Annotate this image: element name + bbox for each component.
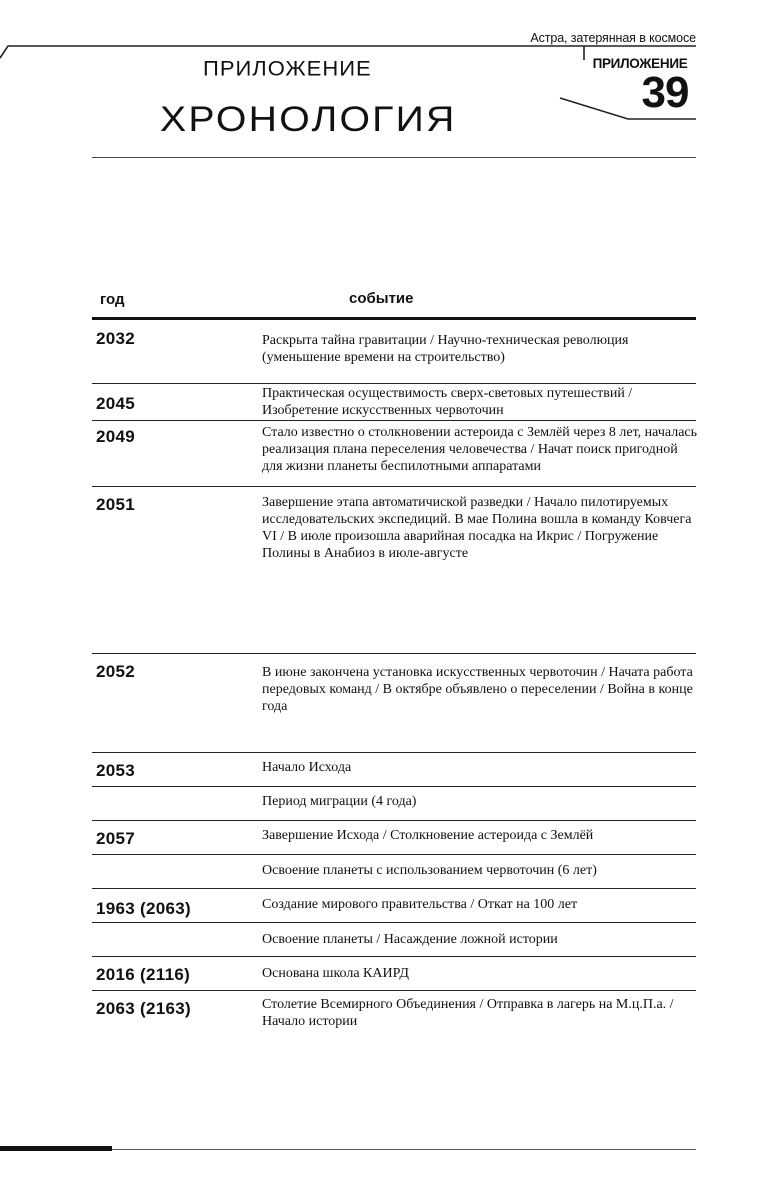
- table-row-event: В июне закончена установка искусственных червоточин / Начата работа передовых команд / В октябре объявлено о переселении / Война в конце года: [262, 665, 693, 714]
- table-row-year: 2053: [96, 761, 136, 780]
- table-row-year: 2045: [96, 394, 136, 413]
- table-row-divider: [92, 653, 696, 654]
- table-row-event: Стало известно о столкновении астероида с Землёй через 8 лет, началась реализация плана переселения человечества / Начат поиск пригодной для жизни планеты беспилотными аппаратами: [262, 425, 698, 474]
- table-row-divider: [92, 922, 696, 923]
- table-row-divider: [92, 752, 696, 753]
- table-row-event: Завершение этапа автоматичиской разведки / Начало пилотируемых исследовательских экспедиций. В мае Полина вошла в команду Ковчега VI / В июле произошла аварийная посадка на Икрис / Погружение Полины в Анабиоз в июле-августе: [262, 495, 692, 561]
- table-row-event: Основана школа КАИРД: [262, 966, 409, 981]
- table-row-year: 2051: [96, 495, 136, 514]
- table-row-year: 2032: [96, 329, 136, 348]
- table-row-year: 2049: [96, 427, 136, 446]
- table-row-divider: [92, 888, 696, 889]
- column-header-event: событие: [349, 290, 414, 307]
- table-row-event: Период миграции (4 года): [262, 794, 417, 809]
- table-row-year: 1963 (2063): [96, 899, 191, 918]
- table-row-event: Столетие Всемирного Объединения / Отправка в лагерь на М.ц.П.а. / Начало истории: [262, 997, 674, 1029]
- table-row-year: 2016 (2116): [96, 965, 191, 984]
- appendix-label: ПРИЛОЖЕНИЕ: [203, 56, 372, 81]
- table-row-divider: [92, 786, 696, 787]
- table-row-event: Освоение планеты / Насаждение ложной истории: [262, 932, 558, 947]
- table-row-divider: [92, 956, 696, 957]
- table-row-divider: [92, 420, 696, 421]
- table-row-year: 2052: [96, 662, 136, 681]
- column-header-year: год: [100, 291, 125, 308]
- footer-bar: [0, 1146, 112, 1151]
- table-row-event: Начало Исхода: [262, 760, 352, 775]
- table-row-event: Освоение планеты с использованием червоточин (6 лет): [262, 863, 597, 878]
- table-row-divider: [92, 990, 696, 991]
- header-divider: [92, 157, 696, 158]
- table-row-divider: [92, 854, 696, 855]
- table-row-event: Раскрыта тайна гравитации / Научно-техническая революция (уменьшение времени на строительство): [262, 333, 629, 365]
- appendix-badge-label: ПРИЛОЖЕНИЕ: [592, 56, 688, 71]
- footer-rule: [112, 1149, 696, 1150]
- appendix-badge-number: 39: [641, 68, 689, 117]
- table-row-event: Практическая осуществимость сверх-световых путешествий / Изобретение искусственных червоточин: [262, 386, 633, 418]
- table-header-rule: [92, 317, 696, 320]
- table-row-divider: [92, 486, 696, 487]
- table-row-year: 2063 (2163): [96, 999, 191, 1018]
- page-title: ХРОНОЛОГИЯ: [160, 100, 457, 139]
- table-row-divider: [92, 383, 696, 384]
- series-title: Астра, затерянная в космосе: [530, 31, 696, 45]
- table-row-event: Завершение Исхода / Столкновение астероида с Землёй: [262, 828, 594, 843]
- table-row-year: 2057: [96, 829, 136, 848]
- table-row-divider: [92, 820, 696, 821]
- table-row-event: Создание мирового правительства / Откат на 100 лет: [262, 897, 578, 912]
